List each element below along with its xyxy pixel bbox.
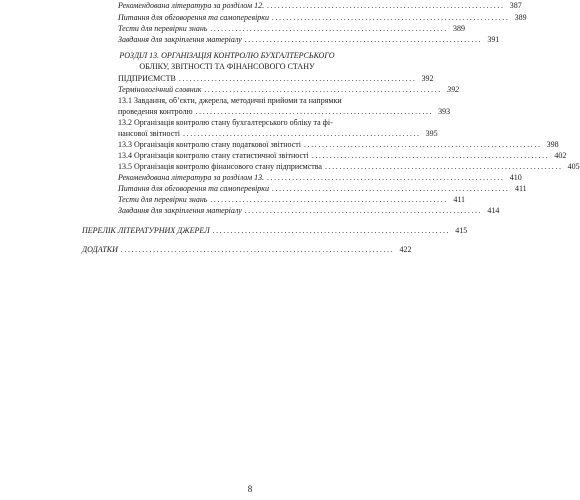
toc-page-number: 387 xyxy=(509,1,522,10)
leader-dots: .................................................................. xyxy=(244,35,483,44)
leader-dots: .................................................................. xyxy=(304,140,542,149)
chapter-13-heading-last-line xyxy=(118,73,434,83)
toc-entry-text: ПЕРЕЛІК ЛІТЕРАТУРНИХ ДЖЕРЕЛ xyxy=(82,226,210,235)
toc-page-number: 395 xyxy=(425,129,438,138)
toc-entry-lit-13 xyxy=(118,172,522,182)
leader-dots: .................................................................. xyxy=(204,85,443,94)
toc-entry-glossary xyxy=(118,84,460,94)
toc-page-number: 392 xyxy=(421,74,434,83)
toc-entry-text: Термінологічний словник xyxy=(118,85,202,94)
chapter-heading-text: РОЗДІЛ 13. ОРГАНІЗАЦІЯ КОНТРОЛЮ БУХГАЛТЕРСЬКОГО xyxy=(119,51,335,60)
toc-page-number: 392 xyxy=(447,85,460,94)
toc-entry-tasks-12 xyxy=(118,34,500,44)
toc-page-number: 411 xyxy=(453,195,466,204)
toc-entry-13-5 xyxy=(118,161,580,171)
leader-dots: .................................................................. xyxy=(272,13,510,22)
toc-entry-text: Рекомендована література за розділом 12. xyxy=(118,1,265,10)
leader-dots: .................................................................. xyxy=(311,151,550,160)
toc-entry-text: проведення контролю xyxy=(118,107,193,116)
toc-page-number: 415 xyxy=(455,226,468,235)
toc-entry-text: 13.5 Організація контролю фінансового стану підприємства xyxy=(118,162,322,171)
leader-dots: .................................................................. xyxy=(267,1,505,10)
toc-entry-appendices xyxy=(82,244,412,254)
leader-dots: .................................................................. xyxy=(244,206,483,215)
toc-entry-13-3 xyxy=(118,139,559,149)
leader-dots: .................................................................. xyxy=(210,195,449,204)
toc-entry-13-4 xyxy=(118,150,567,160)
leader-dots: .................................................................. xyxy=(267,173,505,182)
toc-page-number: 410 xyxy=(509,173,522,182)
toc-page-number: 402 xyxy=(554,151,567,160)
leader-dots: .................................................................. xyxy=(183,129,421,138)
toc-entry-tests-12 xyxy=(118,23,466,33)
toc-entry-text: нансової звітності xyxy=(118,129,181,138)
toc-entry-text: Завдання для закріплення матеріалу xyxy=(118,206,242,215)
toc-page-number: 393 xyxy=(438,107,451,116)
toc-entry-text: Завдання для закріплення матеріалу xyxy=(118,35,242,44)
toc-entry-13-2-line1 xyxy=(118,117,401,127)
leader-dots: .................................................................. xyxy=(324,162,563,171)
toc-page-number: 405 xyxy=(567,162,580,171)
toc-entry-text: Тести для перевірки знань xyxy=(118,195,208,204)
toc-entry-13-1-line2 xyxy=(118,106,451,116)
toc-entry-text: Питання для обговорення та самоперевірки xyxy=(118,184,270,193)
leader-dots: .................................................................. xyxy=(210,24,449,33)
chapter-heading-line: ОБЛІКУ, ЗВІТНОСТІ ТА ФІНАНСОВОГО СТАНУ xyxy=(139,62,315,71)
toc-entry-tasks-13 xyxy=(118,205,500,215)
toc-entry-text: 13.3 Організація контролю стану податкової звітності xyxy=(118,140,301,149)
page-number: 8 xyxy=(247,484,253,494)
toc-entry-text: ДОДАТКИ xyxy=(82,245,118,254)
leader-dots: .................................................................. xyxy=(178,74,417,83)
toc-entry-13-1-line1 xyxy=(118,95,401,105)
toc-entry-text: Тести для перевірки знань xyxy=(118,24,208,33)
chapter-heading-text: ПІДПРИЄМСТВ xyxy=(118,74,176,83)
toc-page-number: 411 xyxy=(514,184,527,193)
toc-entry-text: 13.4 Організація контролю стану статистичної звітності xyxy=(118,151,309,160)
toc-entry-text: Питання для обговорення та самоперевірки xyxy=(118,13,270,22)
toc-page-number: 398 xyxy=(546,140,559,149)
toc-entry-questions-13 xyxy=(118,183,527,193)
toc-entry-text: Рекомендована література за розділом 13. xyxy=(118,173,265,182)
toc-page-number: 414 xyxy=(487,206,500,215)
toc-entry-text: 13.1 Завдання, об’єкти, джерела, методичні прийоми та напрямки xyxy=(118,96,342,105)
leader-dots: ............................................................................ xyxy=(120,245,395,254)
toc-page-number: 391 xyxy=(487,35,500,44)
toc-entry-text: 13.2 Організація контролю стану бухгалтерського обліку та фі- xyxy=(118,118,333,127)
toc-entry-questions-12 xyxy=(118,12,527,22)
leader-dots: .................................................................. xyxy=(272,184,510,193)
toc-page-number: 389 xyxy=(453,24,466,33)
toc-entry-tests-13 xyxy=(118,194,466,204)
leader-dots: .................................................................. xyxy=(195,107,434,116)
toc-entry-lit-12 xyxy=(118,0,522,10)
toc-entry-references xyxy=(82,225,468,235)
toc-page-number: 389 xyxy=(514,13,527,22)
leader-dots: .................................................................. xyxy=(212,226,451,235)
chapter-13-heading xyxy=(82,52,372,74)
toc-page-number: 422 xyxy=(399,245,412,254)
toc-entry-13-2-line2 xyxy=(118,128,438,138)
